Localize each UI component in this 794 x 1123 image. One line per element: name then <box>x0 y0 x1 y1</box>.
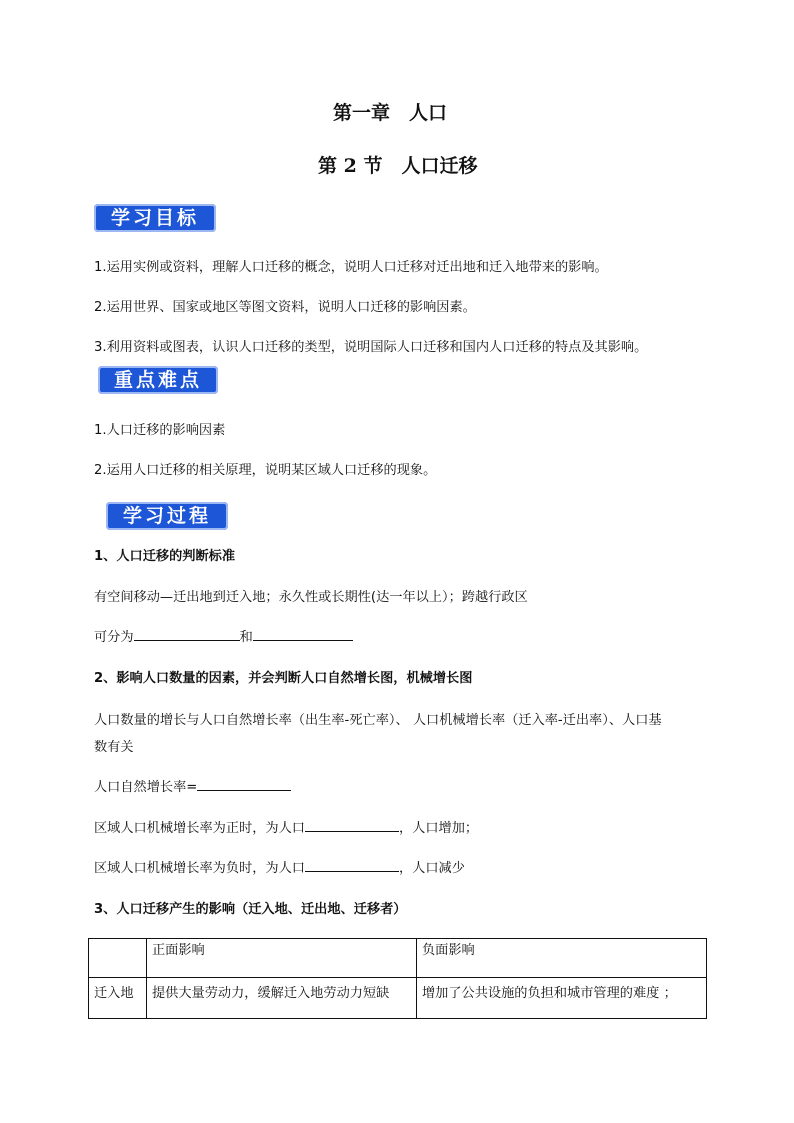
table-header-cell <box>89 939 147 978</box>
objective-2: 2.运用世界、国家或地区等图文资料，说明人口迁移的影响因素。 <box>94 300 476 315</box>
blank-3[interactable] <box>197 777 291 791</box>
chapter-title: 第一章 人口 <box>333 102 448 124</box>
positive-growth-suffix: ，人口增加； <box>399 821 479 836</box>
blank-2[interactable] <box>253 627 353 641</box>
migration-impact-table <box>88 938 707 1019</box>
objective-1: 1.运用实例或资料，理解人口迁移的概念，说明人口迁移对迁出地和迁入地带来的影响。 <box>94 260 608 275</box>
fill-in-and: 和 <box>239 630 253 645</box>
negative-growth-line <box>94 857 465 876</box>
positive-growth-text: 区域人口机械增长率为正时，为人口 <box>94 821 305 836</box>
table-header-row <box>89 939 707 978</box>
fill-in-prefix: 可分为 <box>94 630 134 645</box>
blank-4[interactable] <box>305 818 399 832</box>
negative-growth-suffix: ，人口减少 <box>399 861 465 876</box>
section-1-line-2 <box>94 626 353 645</box>
natural-growth-rate-line <box>94 776 291 795</box>
blank-5[interactable] <box>305 858 399 872</box>
section-title: 第 2 节 人口迁移 <box>318 155 478 177</box>
table-row <box>89 978 707 1019</box>
key-points-banner: 重点难点 <box>98 366 218 394</box>
learning-process-banner: 学习过程 <box>106 502 228 530</box>
key-point-1: 1.人口迁移的影响因素 <box>94 423 226 438</box>
key-point-2: 2.运用人口迁移的相关原理，说明某区域人口迁移的现象。 <box>94 463 437 478</box>
positive-growth-line <box>94 817 478 836</box>
section-2-para-line-2: 数有关 <box>94 740 134 755</box>
blank-1[interactable] <box>134 627 240 641</box>
table-cell: 迁入地 <box>89 978 147 1019</box>
negative-growth-text: 区域人口机械增长率为负时，为人口 <box>94 861 305 876</box>
learning-objectives-banner: 学习目标 <box>94 204 216 232</box>
objective-3: 3.利用资料或图表，认识人口迁移的类型，说明国际人口迁移和国内人口迁移的特点及其影响。 <box>94 340 648 355</box>
table-header-cell: 正面影响 <box>147 939 417 978</box>
table-header-cell: 负面影响 <box>417 939 707 978</box>
table-cell: 提供大量劳动力，缓解迁入地劳动力短缺 <box>147 978 417 1019</box>
table-cell: 增加了公共设施的负担和城市管理的难度 ； <box>417 978 707 1019</box>
section-1-line-1: 有空间移动—迁出地到迁入地；永久性或长期性(达一年以上）；跨越行政区 <box>94 590 528 605</box>
section-2-para-line-1: 人口数量的增长与人口自然增长率（出生率-死亡率）、 人口机械增长率（迁入率-迁出率）、人口基 <box>94 713 662 728</box>
natural-growth-label: 人口自然增长率= <box>94 780 198 795</box>
section-2-heading: 2、影响人口数量的因素，并会判断人口自然增长图，机械增长图 <box>94 671 473 686</box>
section-1-heading: 1、人口迁移的判断标准 <box>94 549 236 564</box>
section-3-heading: 3、人口迁移产生的影响（迁入地、迁出地、迁移者） <box>94 902 407 917</box>
